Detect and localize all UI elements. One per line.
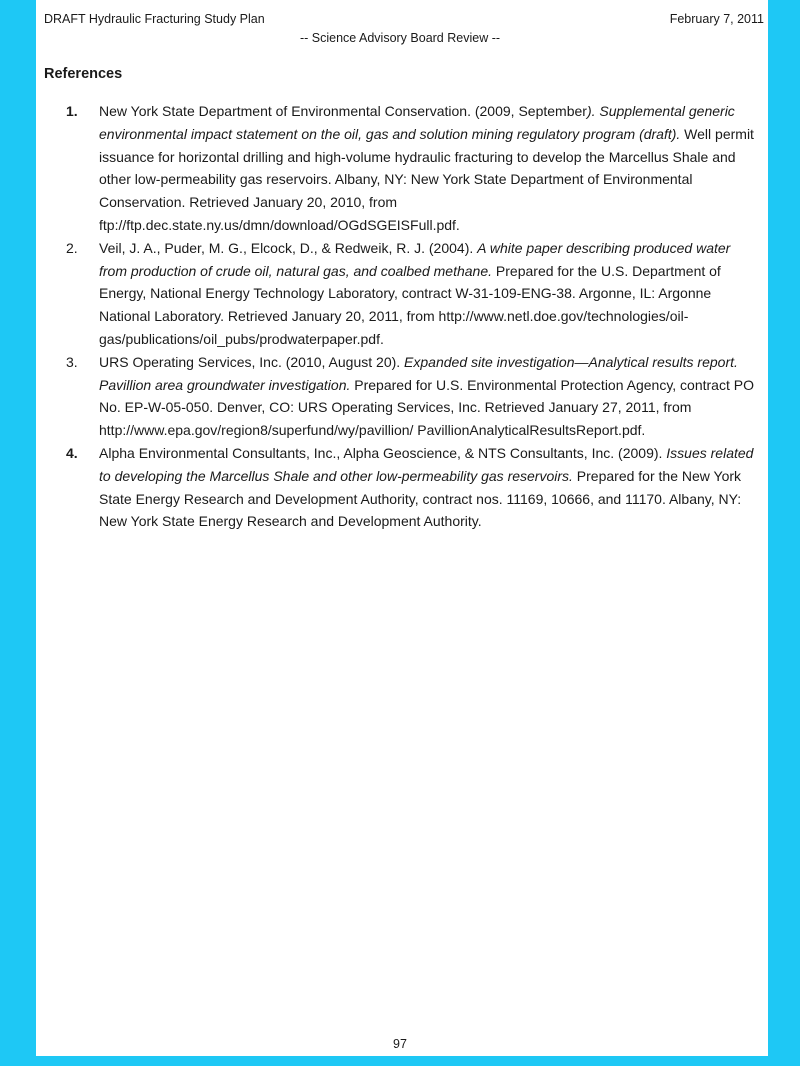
header-date: February 7, 2011 (669, 12, 764, 26)
reference-number: 3. (66, 353, 78, 370)
reference-list (66, 100, 760, 533)
reference-item-4 (66, 442, 760, 533)
reference-authors: New York State Department of Environmental Conservation. (2009, September (99, 103, 587, 119)
reference-title: ). Supplemental generic environmental impact statement on the oil, gas and solution mining regulatory program (draft). (99, 103, 735, 142)
reference-authors: Veil, J. A., Puder, M. G., Elcock, D., & Redweik, R. J. (2004). (99, 239, 478, 256)
reference-authors: Alpha Environmental Consultants, Inc., Alpha Geoscience, & NTS Consultants, Inc. (2009). (99, 444, 667, 461)
reference-details: Prepared for the U.S. Department of Energy, National Energy Technology Laboratory, contract W-31-109-ENG-38. Argonne, IL: Argonne National Laboratory. Retrieved January 20, 2011, from http://www.netl.doe.gov/technologies/oil-gas/publications/oil_pubs/prodwaterpaper.pdf. (99, 262, 721, 347)
page-number: 97 (393, 1037, 407, 1051)
reference-item-2 (66, 237, 760, 351)
reference-number: 1. (66, 103, 78, 119)
reference-details: Well permit issuance for horizontal drilling and high-volume hydraulic fracturing to develop the Marcellus Shale and other low-permeability gas reservoirs. Albany, NY: New York State Department of Environmental Conservation. Retrieved January 20, 2010, from ftp://ftp.dec.state.ny.us/dmn/download/OGdSGEISFull.pdf. (99, 125, 754, 233)
reference-item-1 (66, 100, 760, 237)
reference-details: Prepared for U.S. Environmental Protection Agency, contract PO No. EP-W-05-050. Denver, CO: URS Operating Services, Inc. Retrieved January 27, 2011, from http://www.epa.gov/region8/superfund/wy/pavillion/ PavillionAnalyticalResultsReport.pdf. (99, 376, 754, 439)
reference-number: 2. (66, 239, 78, 256)
reference-title: Expanded site investigation—Analytical results report. Pavillion area groundwater investigation. (99, 353, 738, 393)
header-review-note: -- Science Advisory Board Review -- (299, 31, 501, 45)
section-title: References (44, 66, 123, 82)
reference-number: 4. (66, 444, 78, 461)
reference-item-3 (66, 351, 760, 442)
reference-details: Prepared for the New York State Energy Research and Development Authority, contract nos. 11169, 10666, and 11170. Albany, NY: New York State Energy Research and Development Authority. (99, 467, 742, 530)
reference-title: A white paper describing produced water from production of crude oil, natural gas, and coalbed methane. (99, 239, 731, 279)
header-document-title: DRAFT Hydraulic Fracturing Study Plan (44, 12, 265, 26)
reference-authors: URS Operating Services, Inc. (2010, August 20). (99, 353, 405, 370)
reference-title: Issues related to developing the Marcellus Shale and other low-permeability gas reservoirs. (99, 444, 754, 484)
